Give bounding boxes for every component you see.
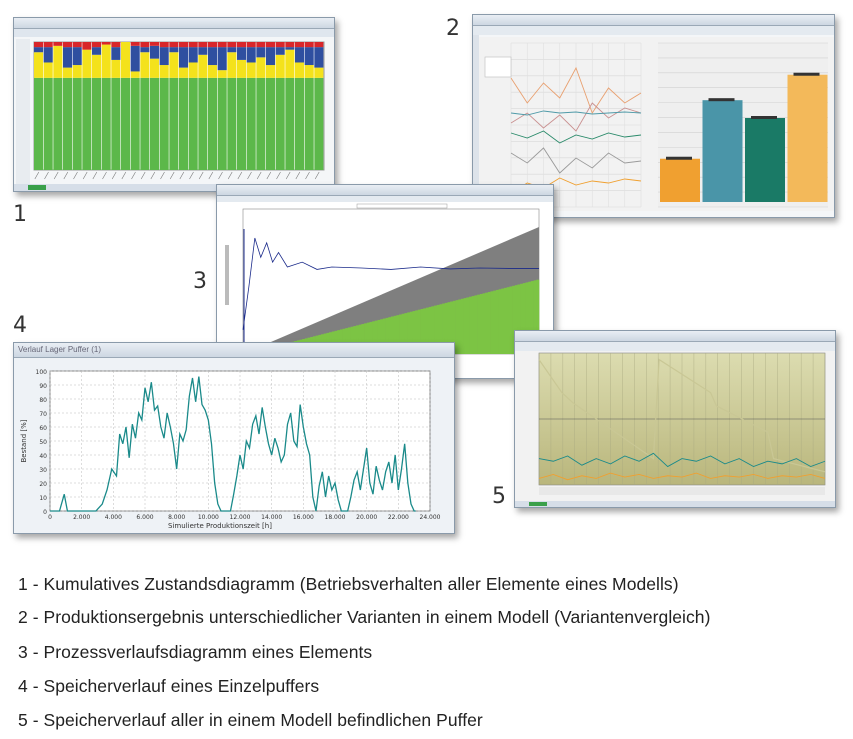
bar-segment bbox=[34, 47, 43, 52]
tick-label-stub bbox=[112, 172, 116, 179]
bar-segment bbox=[34, 78, 43, 170]
bar-segment bbox=[92, 42, 101, 47]
bar-segment bbox=[295, 78, 304, 170]
caption-5: 5 - Speicherverlauf aller in einem Modell befindlichen Puffer bbox=[18, 710, 483, 730]
x-tick-label: 14.000 bbox=[261, 514, 283, 521]
toolbar bbox=[14, 29, 334, 37]
bar-segment bbox=[208, 65, 217, 78]
bar-segment bbox=[44, 47, 53, 62]
stripe bbox=[496, 290, 499, 354]
bar-segment bbox=[189, 78, 198, 170]
bar-segment bbox=[150, 42, 159, 46]
y-axis-label-stub bbox=[225, 245, 229, 305]
bar bbox=[660, 159, 700, 202]
bar-segment bbox=[208, 47, 217, 65]
stripe bbox=[474, 295, 477, 354]
bar-segment bbox=[82, 42, 91, 50]
bar-segment bbox=[73, 47, 82, 65]
x-tick-label: 12.000 bbox=[229, 514, 251, 521]
bar-segment bbox=[314, 78, 323, 170]
bar-segment bbox=[131, 42, 140, 46]
x-tick-label: 22.000 bbox=[387, 514, 409, 521]
bar-segment bbox=[111, 47, 120, 60]
bar-segment bbox=[305, 47, 314, 65]
tick-label-stub bbox=[170, 172, 174, 179]
legend-strip bbox=[539, 487, 825, 495]
tick-label-stub bbox=[306, 172, 310, 179]
y-tick-label: 70 bbox=[39, 411, 47, 418]
bar-segment bbox=[189, 62, 198, 77]
caption-1: 1 - Kumulatives Zustandsdiagramm (Betriebsverhalten aller Elemente eines Modells) bbox=[18, 574, 679, 594]
caption-2: 2 - Produktionsergebnis unterschiedlicher Varianten in einem Modell (Variantenvergleich) bbox=[18, 607, 711, 627]
bar-segment bbox=[73, 42, 82, 47]
stripe bbox=[485, 293, 488, 354]
panel-number-4: 4 bbox=[13, 313, 27, 338]
bar-segment bbox=[314, 42, 323, 47]
bar-segment bbox=[63, 78, 72, 170]
bar-segment bbox=[189, 42, 198, 47]
bar-segment bbox=[150, 78, 159, 170]
tick-label-stub bbox=[190, 172, 194, 179]
x-tick-label: 18.000 bbox=[324, 514, 346, 521]
x-axis-label: Simulierte Produktionszeit [h] bbox=[168, 522, 272, 530]
data-label-stub bbox=[709, 98, 735, 101]
bar-segment bbox=[247, 42, 256, 47]
bar-segment bbox=[198, 55, 207, 78]
screenshot-window-4 bbox=[13, 342, 455, 534]
tick-label-stub bbox=[228, 172, 232, 179]
bar-segment bbox=[218, 47, 227, 70]
bar-segment bbox=[218, 42, 227, 47]
bar-segment bbox=[285, 47, 294, 50]
bar-segment bbox=[295, 42, 304, 47]
bar-segment bbox=[305, 78, 314, 170]
y-tick-label: 20 bbox=[39, 481, 47, 488]
bar-segment bbox=[276, 47, 285, 55]
panel-number-5: 5 bbox=[492, 484, 506, 509]
bar-segment bbox=[179, 42, 188, 47]
tick-label-stub bbox=[238, 172, 242, 179]
tick-label-stub bbox=[199, 172, 203, 179]
bar-segment bbox=[53, 42, 62, 46]
bar-segment bbox=[131, 78, 140, 170]
bar-segment bbox=[218, 70, 227, 78]
bar-segment bbox=[285, 42, 294, 47]
side-panel bbox=[16, 39, 30, 184]
tick-label-stub bbox=[209, 172, 213, 179]
tick-label-stub bbox=[74, 172, 78, 179]
stripe bbox=[488, 292, 491, 354]
bar-segment bbox=[92, 55, 101, 78]
bar-segment bbox=[314, 68, 323, 78]
bar-segment bbox=[237, 60, 246, 78]
bar-segment bbox=[111, 42, 120, 47]
bar-segment bbox=[92, 47, 101, 55]
bar-segment bbox=[111, 78, 120, 170]
bar-segment bbox=[34, 42, 43, 47]
chart-4-single-buffer bbox=[14, 343, 454, 533]
bar-segment bbox=[150, 59, 159, 78]
panel-number-3: 3 bbox=[193, 269, 207, 294]
bar-segment bbox=[111, 60, 120, 78]
y-tick-label: 0 bbox=[43, 509, 47, 516]
bar-segment bbox=[102, 45, 111, 78]
bar-segment bbox=[73, 65, 82, 78]
toolbar bbox=[515, 342, 835, 351]
bar-segment bbox=[266, 47, 275, 65]
tick-label-stub bbox=[93, 172, 97, 179]
bar-segment bbox=[121, 42, 130, 78]
stripe bbox=[456, 300, 459, 354]
bar-segment bbox=[266, 65, 275, 78]
stripe bbox=[504, 288, 507, 354]
status-indicator bbox=[529, 502, 547, 506]
toolbar bbox=[473, 26, 834, 35]
bar-segment bbox=[121, 78, 130, 170]
bar-segment bbox=[63, 47, 72, 67]
tick-label-stub bbox=[132, 172, 136, 179]
bar-segment bbox=[53, 46, 62, 78]
bar-segment bbox=[285, 78, 294, 170]
stripe bbox=[482, 293, 485, 354]
stripe bbox=[466, 297, 469, 354]
caption-3: 3 - Prozessverlaufsdiagramm eines Elements bbox=[18, 642, 373, 662]
y-tick-label: 30 bbox=[39, 467, 47, 474]
bar-segment bbox=[227, 47, 236, 52]
bar-segment bbox=[208, 78, 217, 170]
stripe bbox=[507, 287, 510, 354]
window-title: Verlauf Lager Puffer (1) bbox=[18, 345, 102, 354]
bar-segment bbox=[276, 78, 285, 170]
bar-segment bbox=[150, 46, 159, 59]
bar-segment bbox=[92, 78, 101, 170]
bar-segment bbox=[305, 42, 314, 47]
y-tick-label: 10 bbox=[39, 495, 47, 502]
bar-segment bbox=[53, 78, 62, 170]
tick-label-stub bbox=[64, 172, 68, 179]
y-axis-label: Bestand [%] bbox=[20, 419, 28, 463]
stripe bbox=[501, 289, 504, 354]
tick-label-stub bbox=[257, 172, 261, 179]
bar-segment bbox=[140, 52, 149, 78]
tick-label-stub bbox=[151, 172, 155, 179]
bar-segment bbox=[247, 47, 256, 62]
screenshot-window-1 bbox=[13, 17, 335, 192]
bar-segment bbox=[179, 78, 188, 170]
stripe bbox=[493, 291, 496, 354]
bar-segment bbox=[198, 42, 207, 47]
bar-segment bbox=[63, 68, 72, 78]
bar-segment bbox=[169, 42, 178, 47]
stripe bbox=[458, 299, 461, 354]
stripe bbox=[469, 297, 472, 354]
tick-label-stub bbox=[122, 172, 126, 179]
data-label-stub bbox=[666, 157, 692, 160]
chart-5-all-buffers bbox=[515, 331, 835, 507]
x-tick-label: 2.000 bbox=[73, 514, 91, 521]
y-tick-label: 90 bbox=[39, 383, 47, 390]
tick-label-stub bbox=[103, 172, 107, 179]
bar-segment bbox=[266, 42, 275, 47]
bar-segment bbox=[44, 62, 53, 77]
tick-label-stub bbox=[248, 172, 252, 179]
stripe bbox=[509, 287, 512, 355]
x-tick-label: 6.000 bbox=[136, 514, 154, 521]
bar-segment bbox=[82, 50, 91, 78]
y-tick-label: 50 bbox=[39, 439, 47, 446]
bar-segment bbox=[179, 47, 188, 67]
bar-segment bbox=[276, 42, 285, 47]
bar-segment bbox=[237, 47, 246, 60]
bar-segment bbox=[140, 42, 149, 47]
bar-segment bbox=[237, 42, 246, 47]
tick-label-stub bbox=[83, 172, 87, 179]
x-tick-label: 0 bbox=[48, 514, 52, 521]
tick-label-stub bbox=[296, 172, 300, 179]
y-tick-label: 80 bbox=[39, 397, 47, 404]
caption-4: 4 - Speicherverlauf eines Einzelpuffers bbox=[18, 676, 320, 696]
x-tick-label: 16.000 bbox=[292, 514, 314, 521]
bar-segment bbox=[140, 47, 149, 52]
data-label-stub bbox=[794, 73, 820, 76]
bar-segment bbox=[73, 78, 82, 170]
panel-number-2: 2 bbox=[446, 16, 460, 41]
stripe bbox=[491, 291, 494, 354]
chart-1-cumulative-state bbox=[14, 18, 334, 191]
bar bbox=[745, 118, 785, 202]
tick-label-stub bbox=[286, 172, 290, 179]
bar bbox=[703, 100, 743, 202]
legend-box bbox=[357, 204, 447, 208]
bar-segment bbox=[247, 78, 256, 170]
tick-label-stub bbox=[35, 172, 39, 179]
x-tick-label: 20.000 bbox=[356, 514, 378, 521]
bar-segment bbox=[44, 78, 53, 170]
bar-segment bbox=[160, 47, 169, 65]
bar-segment bbox=[256, 42, 265, 47]
bar-segment bbox=[44, 42, 53, 47]
toolbar bbox=[217, 196, 553, 202]
bar-segment bbox=[256, 47, 265, 57]
bar-segment bbox=[295, 62, 304, 77]
tick-label-stub bbox=[277, 172, 281, 179]
x-tick-label: 24.000 bbox=[419, 514, 441, 521]
tick-label-stub bbox=[161, 172, 165, 179]
tick-label-stub bbox=[45, 172, 49, 179]
bar-segment bbox=[160, 42, 169, 47]
bar-segment bbox=[63, 42, 72, 47]
bar-segment bbox=[227, 52, 236, 78]
bar-segment bbox=[169, 52, 178, 78]
tick-label-stub bbox=[315, 172, 319, 179]
bar-segment bbox=[131, 71, 140, 77]
tick-label-stub bbox=[219, 172, 223, 179]
bar-segment bbox=[227, 42, 236, 47]
bar-segment bbox=[227, 78, 236, 170]
bar-segment bbox=[256, 78, 265, 170]
stripe bbox=[461, 299, 464, 354]
bar-segment bbox=[285, 50, 294, 78]
stripe bbox=[477, 295, 480, 354]
bar-segment bbox=[198, 47, 207, 55]
y-tick-label: 60 bbox=[39, 425, 47, 432]
bar-segment bbox=[276, 55, 285, 78]
status-bar bbox=[515, 501, 835, 507]
bar-segment bbox=[102, 42, 111, 45]
bar-segment bbox=[34, 52, 43, 78]
x-tick-label: 8.000 bbox=[168, 514, 186, 521]
status-indicator bbox=[28, 185, 46, 190]
bar-segment bbox=[198, 78, 207, 170]
screenshot-window-5 bbox=[514, 330, 836, 508]
panel-number-1: 1 bbox=[13, 202, 27, 227]
bar-segment bbox=[305, 65, 314, 78]
bar-segment bbox=[266, 78, 275, 170]
bar-segment bbox=[189, 47, 198, 62]
tick-label-stub bbox=[267, 172, 271, 179]
bar-segment bbox=[140, 78, 149, 170]
bar-segment bbox=[237, 78, 246, 170]
bar-segment bbox=[247, 62, 256, 77]
bar-segment bbox=[169, 78, 178, 170]
bar-segment bbox=[256, 57, 265, 77]
stripe bbox=[472, 296, 475, 354]
bar bbox=[788, 75, 828, 202]
y-tick-label: 100 bbox=[35, 369, 47, 376]
y-tick-label: 40 bbox=[39, 453, 47, 460]
stripe bbox=[480, 294, 483, 354]
stripe bbox=[464, 298, 467, 354]
bar-segment bbox=[160, 78, 169, 170]
tick-label-stub bbox=[180, 172, 184, 179]
bar-segment bbox=[169, 47, 178, 52]
bar-segment bbox=[131, 46, 140, 72]
data-label-stub bbox=[751, 116, 777, 119]
bar-segment bbox=[314, 47, 323, 67]
bar-segment bbox=[160, 65, 169, 78]
stripe bbox=[499, 289, 502, 354]
legend-box bbox=[485, 57, 511, 77]
bar-segment bbox=[208, 42, 217, 47]
tick-label-stub bbox=[54, 172, 58, 179]
x-tick-label: 4.000 bbox=[104, 514, 122, 521]
bar-segment bbox=[102, 78, 111, 170]
x-tick-label: 10.000 bbox=[197, 514, 219, 521]
bar-segment bbox=[179, 68, 188, 78]
tick-label-stub bbox=[141, 172, 145, 179]
bar-segment bbox=[218, 78, 227, 170]
bar-segment bbox=[82, 78, 91, 170]
bar-segment bbox=[295, 47, 304, 62]
